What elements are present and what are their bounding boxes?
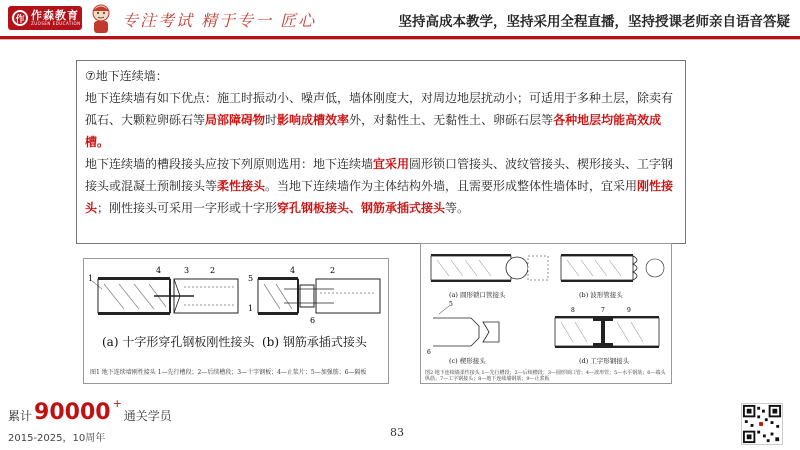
- figure-flexible-joints: [420, 243, 672, 384]
- paragraph-advantages: [85, 87, 677, 153]
- body-text: 地下连续墙有如下优点：施工时振动小、噪声低，墙体刚度大，对周边地层扰动小；可适用于多种土层，除卖有孤石、大颗粒卵砾石等: [85, 91, 674, 127]
- slogan: 专注考试 精于专一 匠心: [122, 11, 317, 30]
- body-text: 时: [265, 113, 278, 127]
- caption-a: (a) 十字形穿孔钢板刚性接头: [102, 335, 255, 349]
- caption-b: (b) 钢筋承插式接头: [262, 335, 367, 349]
- header-tagline: 坚持高成本教学，坚持采用全程直播，坚持授课老师亲自语音答疑: [398, 14, 790, 30]
- highlight-text: 局部障碍物: [205, 113, 266, 127]
- svg-text:9: 9: [627, 307, 631, 314]
- highlight-text: 穿孔钢板接头、钢筋承插式接头: [277, 201, 446, 215]
- stats-number: 90000: [34, 400, 111, 425]
- body-text: 等。: [445, 201, 470, 215]
- diagram-wedge: [427, 301, 499, 356]
- stats-suffix: 通关学员: [123, 409, 172, 423]
- paragraph-joints: [85, 153, 677, 219]
- body-text: 。当地下连续墙作为主体结构外墙，且需要形成整体性墙体时，宜采用: [265, 179, 638, 193]
- label-4b: 4: [290, 266, 296, 275]
- brand-logo[interactable]: [8, 6, 82, 30]
- figure-caption-right: 图2 地下连续墙柔性接头 1—先行槽段；2—后续槽段；3—圆形锁口管；4—波形管；5—水平钢筋；6—端头纵筋；7—工字钢接头；8—地下连续墙钢筋；9—止浆板: [425, 370, 666, 382]
- label-2b: 2: [330, 266, 336, 275]
- qr-code-icon[interactable]: [741, 403, 783, 445]
- header: [0, 0, 800, 36]
- logo-subtext: ZUOSEN EDUCATION: [31, 21, 81, 26]
- logo-text: 作森教育: [31, 9, 79, 22]
- body-text: 圆形锁口管接头、波纹管接头、楔形接头、工字钢接头或混凝土预制接头等: [85, 157, 674, 193]
- svg-text:8: 8: [571, 307, 575, 314]
- label-6b: 6: [310, 316, 316, 325]
- body-text: 地下连续墙的槽段接头应按下列原则选用：地下连续墙: [85, 157, 374, 171]
- label-1a: 1: [88, 274, 94, 283]
- highlight-text: 影响成槽效率: [277, 113, 350, 127]
- stats-plus: +: [112, 397, 122, 410]
- diagram-a: [88, 266, 238, 315]
- page-number: 83: [390, 426, 404, 439]
- body-text: 外，对黏性土、无黏性土、卵砾石层等: [349, 113, 554, 127]
- stats-banner: [8, 397, 172, 425]
- label-4a: 4: [156, 266, 162, 275]
- highlight-text: 各种地层均能高效成槽。: [85, 113, 662, 149]
- footer-years: 2015-2025，10周年: [8, 433, 106, 444]
- section-heading: ⑦地下连续墙：: [85, 69, 168, 83]
- mascot-icon: [86, 2, 116, 34]
- content-box: [76, 60, 686, 244]
- diagram-b: [248, 266, 380, 325]
- svg-text:7: 7: [601, 307, 605, 314]
- label-2a: 2: [210, 266, 216, 275]
- header-divider-thin: [0, 39, 800, 40]
- caption-wave-pipe: (b) 波形管接头: [579, 291, 623, 299]
- svg-text:5: 5: [449, 301, 453, 308]
- diagram-wave-pipe: [561, 254, 664, 282]
- highlight-text: 柔性接头: [217, 179, 266, 193]
- diagram-i-beam: [555, 307, 659, 348]
- caption-i-beam: (d) 工字形钢接头: [579, 357, 630, 365]
- label-5b: 5: [248, 274, 254, 283]
- label-1b: 1: [248, 304, 254, 313]
- figure-caption-left: 图1 地下连续墙刚性接头 1—先行槽段；2—后续槽段；3—十字钢板；4—止浆片；5—加强筋；6—隔板: [90, 369, 367, 376]
- highlight-text: 宜采用: [373, 157, 410, 171]
- stats-prefix: 累计: [8, 409, 33, 423]
- svg-text:6: 6: [427, 349, 431, 356]
- diagram-round-lock: [431, 254, 548, 282]
- caption-wedge: (c) 楔形接头: [449, 357, 486, 365]
- figure-rigid-joints: [83, 258, 389, 384]
- highlight-text: 刚性接头: [85, 179, 674, 215]
- label-3a: 3: [184, 266, 190, 275]
- body-text: ；刚性接头可采用一字形或十字形: [97, 201, 278, 215]
- caption-round-lock: (a) 圆形锁口管接头: [449, 291, 506, 299]
- logo-mark-icon: 作: [12, 10, 28, 26]
